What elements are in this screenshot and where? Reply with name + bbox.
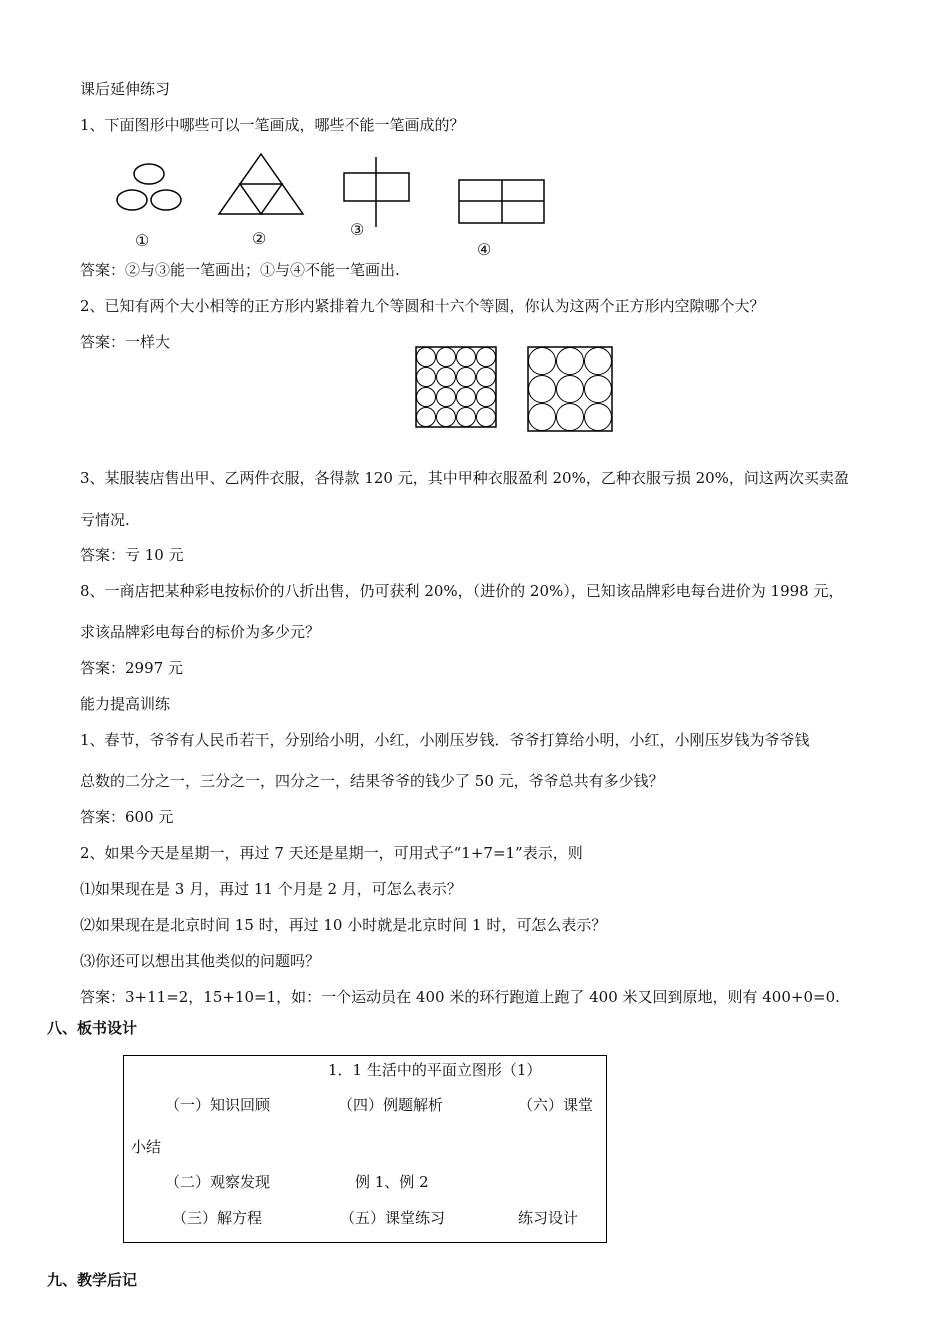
figure-subdivided-triangle (215, 150, 307, 218)
figure-three-ovals (112, 160, 187, 216)
board-title: 1．1 生活中的平面立图形（1） (328, 1061, 542, 1079)
question-8-line-2: 求该品牌彩电每台的标价为多少元？ (80, 623, 321, 641)
figure-label-1: ① (135, 231, 150, 250)
question-2-text: 2、已知有两个大小相等的正方形内紧排着九个等圆和十六个等圆，你认为这两个正方形内空隙哪个大？ (80, 297, 765, 315)
board-item-example-list: 例 1、例 2 (355, 1173, 429, 1191)
ability-1-answer: 答案：600 元 (80, 808, 174, 826)
figure-label-3: ③ (350, 220, 365, 239)
figure-label-2: ② (252, 229, 267, 248)
figure-label-4: ④ (477, 240, 492, 259)
question-3-line-2: 亏情况. (80, 511, 130, 529)
board-item-review: （一）知识回顾 (165, 1096, 271, 1114)
question-8-answer: 答案：2997 元 (80, 659, 183, 677)
ability-2-sub-3: ⑶你还可以想出其他类似的问题吗？ (80, 952, 321, 970)
board-item-exercise-design: 练习设计 (518, 1209, 579, 1227)
question-8-line-1: 8、一商店把某种彩电按标价的八折出售，仍可获利 20%，（进价的 20%），已知该品牌彩电每台进价为 1998 元， (80, 582, 844, 600)
ability-2-answer: 答案：3+11=2，15+10=1，如：一个运动员在 400 米的环行跑道上跑了 400 米又回到原地，则有 400+0=0. (80, 988, 840, 1006)
board-item-summary: （六）课堂 (518, 1096, 594, 1114)
heading-board-design: 八、板书设计 (47, 1019, 138, 1037)
board-item-observe: （二）观察发现 (165, 1173, 271, 1191)
heading-teaching-notes: 九、教学后记 (47, 1271, 138, 1289)
ability-2-sub-2: ⑵如果现在是北京时间 15 时，再过 10 小时就是北京时间 1 时，可怎么表示？ (80, 916, 607, 934)
figure-four-cell-rectangle (456, 177, 548, 227)
figure-square-sixteen-circles (415, 346, 497, 428)
board-item-equation: （三）解方程 (172, 1209, 263, 1227)
board-item-summary-cont: 小结 (131, 1138, 162, 1156)
question-2-answer: 答案：一样大 (80, 333, 171, 351)
section-title-after-class: 课后延伸练习 (80, 80, 171, 98)
board-item-practice: （五）课堂练习 (340, 1209, 446, 1227)
ability-2-intro: 2、如果今天是星期一，再过 7 天还是星期一，可用式子“1+7=1”表示，则 (80, 844, 583, 862)
question-1-text: 1、下面图形中哪些可以一笔画成，哪些不能一笔画成的？ (80, 116, 465, 134)
question-3-answer: 答案：亏 10 元 (80, 546, 184, 564)
ability-2-sub-1: ⑴如果现在是 3 月，再过 11 个月是 2 月，可怎么表示？ (80, 880, 462, 898)
ability-1-line-2: 总数的二分之一，三分之一，四分之一，结果爷爷的钱少了 50 元，爷爷总共有多少钱？ (80, 772, 664, 790)
question-1-answer: 答案：②与③能一笔画出；①与④不能一笔画出. (80, 261, 400, 279)
question-3-line-1: 3、某服装店售出甲、乙两件衣服，各得款 120 元，其中甲种衣服盈利 20%，乙种衣服亏损 20%，问这两次买卖盈 (80, 469, 849, 487)
ability-1-line-1: 1、春节，爷爷有人民币若干，分别给小明，小红，小刚压岁钱．爷爷打算给小明，小红，小刚压岁钱为爷爷钱 (80, 731, 810, 749)
figure-rectangle-with-line (340, 155, 414, 229)
board-item-examples: （四）例题解析 (338, 1096, 444, 1114)
section-title-ability: 能力提高训练 (80, 695, 171, 713)
figure-square-nine-circles (527, 346, 615, 434)
